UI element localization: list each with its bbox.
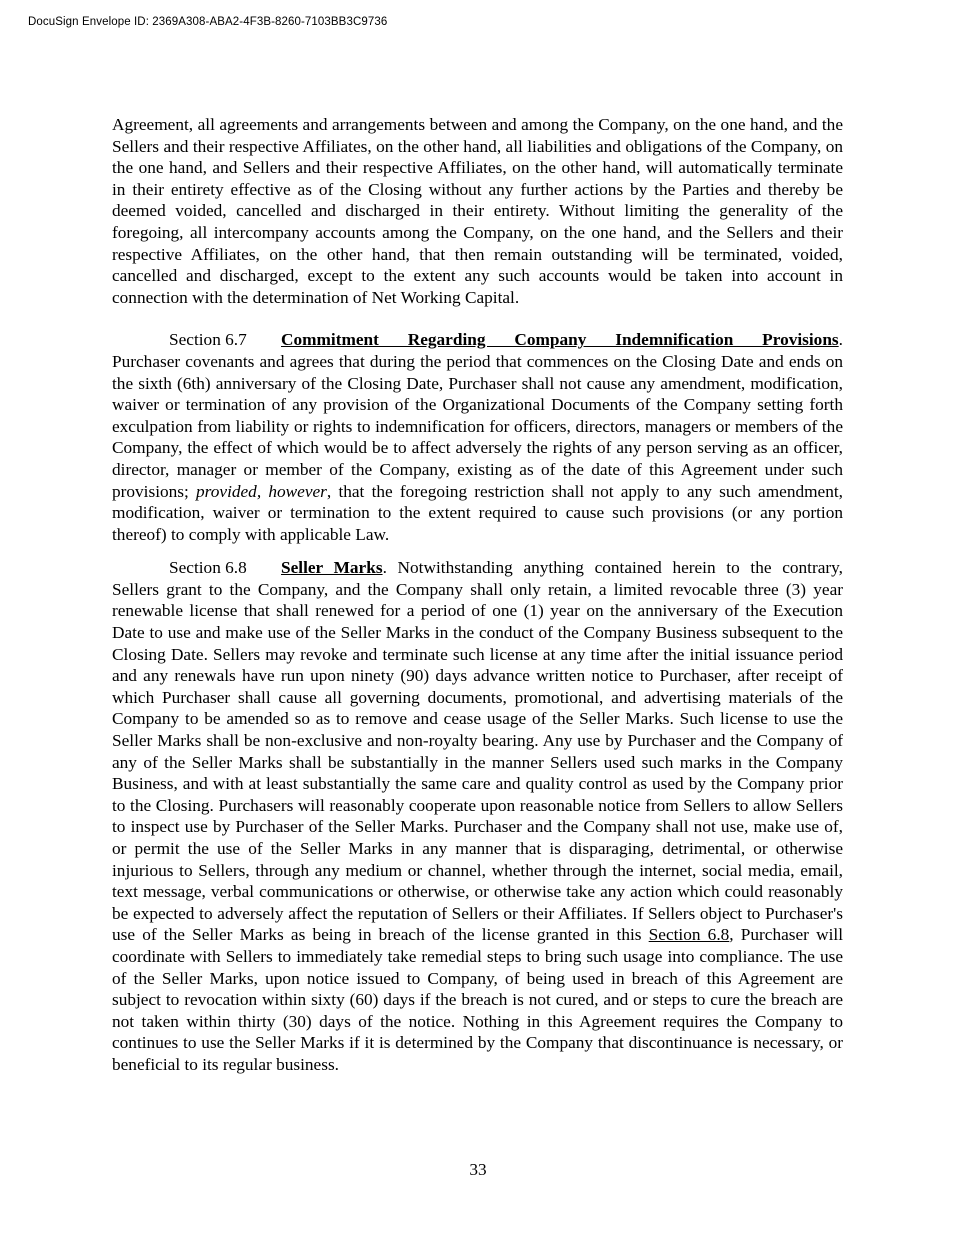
section-6-7-title: Commitment Regarding Company Indemnification Provisions (281, 330, 839, 350)
page-number: 33 (469, 1160, 487, 1179)
section-6-7-text-a: Purchaser covenants and agrees that during the period that commences on the Closing Date and ends on the sixth (6th) anniversary of the Closing Date, Purchaser shall not cause any amendment, modification, waiver or termination of any provision of the Organizational Documents of the Company setting forth exculpation from liability or rights to indemnification for officers, directors, managers or members of the Company, the effect of which would be to affect adversely the rights of any person serving as an officer, director, manager or member of the Company, existing as of the date of this Agreement under such provisions; (112, 351, 843, 501)
section-6-7 (112, 329, 843, 545)
section-6-8-text-b: , Purchaser will coordinate with Sellers to immediately take remedial steps to bring such usage into compliance. The use of the Seller Marks, upon notice issued to Company, of being used in breach of this Agreement are subject to revocation within sixty (60) days if the breach is not cured, and or steps to cure the breach are not taken within thirty (30) days of the notice. Nothing in this Agreement requires the Company to continues to use the Seller Marks if it is determined by the Company that discontinuance is necessary, or beneficial to its regular business. (112, 925, 843, 1074)
section-6-7-number: Section 6.7 (169, 330, 247, 350)
section-6-7-title-period: . (838, 330, 843, 350)
section-6-7-proviso: provided, however (196, 481, 327, 501)
section-6-8-cross-reference: Section 6.8 (648, 925, 730, 945)
document-body (112, 114, 843, 1076)
docusign-envelope-id: DocuSign Envelope ID: 2369A308-ABA2-4F3B-8260-7103BB3C9736 (28, 16, 388, 28)
section-6-8 (112, 557, 843, 1075)
section-6-7-text-b: , that the foregoing restriction shall not apply to any such amendment, modification, waiver or termination to the extent required to cause such provisions (or any portion thereof) to comply with applicable Law. (112, 481, 843, 544)
section-6-8-text-a: . Notwithstanding anything contained herein to the contrary, Sellers grant to the Company, and the Company shall only retain, a limited revocable three (3) year renewable license that shall renewed for a period of one (1) year on the anniversary of the Execution Date to use and make use of the Seller Marks in the conduct of the Company Business subsequent to the Closing Date. Sellers may revoke and terminate such license at any time after the initial issuance period and any renewals have run upon ninety (90) days advance written notice to Purchaser, after receipt of which Purchaser shall cause all governing documents, promotional, and advertising materials of the Company to be amended so as to remove and cease usage of the Seller Marks. Such license to use the Seller Marks shall be non-exclusive and non-royalty bearing. Any use by Purchaser and the Company of any of the Seller Marks shall be substantially in the manner Sellers used such marks in the Company Business, and with at least substantially the same care and quality control as used by the Company prior to the Closing. Purchasers will reasonably cooperate upon reasonable notice from Sellers to allow Sellers to inspect use by Purchaser of the Seller Marks. Purchaser and the Company shall not use, make use of, or permit the use of the Seller Marks in any manner that is disparaging, detrimental, or otherwise injurious to Sellers, through any medium or channel, whether through the internet, social media, email, text message, verbal communications or otherwise, or otherwise take any action which could reasonably be expected to adversely affect the reputation of Sellers or their Affiliates. If Sellers object to Purchaser's use of the Seller Marks as being in breach of the license granted in this (112, 558, 843, 945)
section-6-8-title: Seller Marks (281, 558, 383, 578)
paragraph-continuation: Agreement, all agreements and arrangements between and among the Company, on the one hand, and the Sellers and their respective Affiliates, on the other hand, all liabilities and obligations of the Company, on the one hand, and Sellers and their respective Affiliates, on the other hand, will automatically terminate in their entirety effective as of the Closing without any further actions by the Parties and thereby be deemed voided, cancelled and discharged in their entirety. Without limiting the generality of the foregoing, all intercompany accounts among the Company, on the one hand, and the Sellers and their respective Affiliates, on the other hand, that then remain outstanding will be terminated, voided, cancelled and discharged, except to the extent any such accounts would be taken into account in connection with the determination of Net Working Capital. (112, 115, 843, 307)
section-6-8-number: Section 6.8 (169, 558, 247, 578)
